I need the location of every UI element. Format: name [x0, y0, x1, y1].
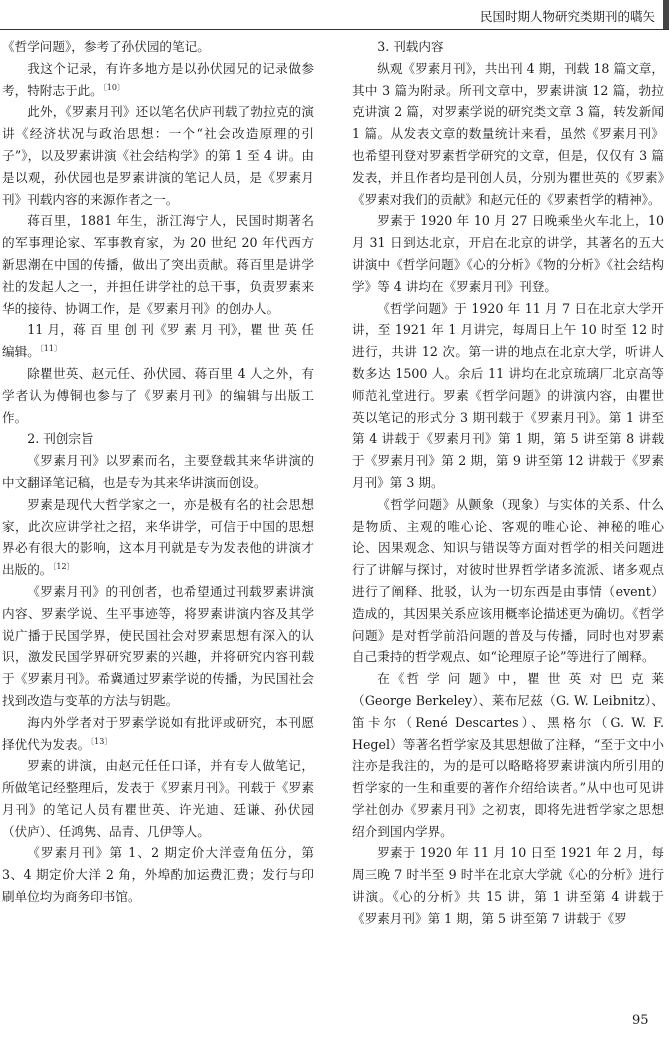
paragraph-text: 蒋百里，1881 年生，浙江海宁人，民国时期著名的军事理论家、军事教育家，为 20 世纪 20 年代西方新思潮在中国的传播，做出了突出贡献。蒋百里是讲学社的发起人之一，并担任讲学社的总干事，负责罗素来华的接待、协调工作，是《罗素月刊》的创办人。: [2, 213, 314, 316]
footnote-marker: 〔13〕: [90, 736, 113, 746]
left-column-paragraph: [2, 36, 314, 58]
paragraph-text: 罗素于 1920 年 11 月 10 日至 1921 年 2 月，每周三晚 7 时半至 9 时半在北京大学就《心的分析》进行讲演。《心的分析》共 15 讲，第 1 讲至第 4 讲载于《罗素月刊》第 1 期，第 5 讲至第 7 讲载于《罗: [352, 845, 664, 926]
left-column: [2, 36, 314, 908]
header-edge-mark: [663, 0, 669, 29]
paragraph-text: 罗素的讲演，由赵元任任口译，并有专人做笔记，所做笔记经整理后，发表于《罗素月刊》。刊载于《罗素月刊》的笔记人员有瞿世英、许光迪、廷谦、孙伏园（伏庐）、任鸿隽、品青、几伊等人。: [2, 758, 314, 839]
paragraph-text: 《罗素月刊》的刊创者，也希望通过刊载罗素讲演内容、罗素学说、生平事迹等，将罗素讲演内容及其学说广播于民国学界，使民国社会对罗素思想有深入的认识，激发民国学界研究罗素的兴趣，并将研究内容刊载于《罗素月刊》。希冀通过罗素学说的传播，为民国社会找到改造与变革的方法与钥匙。: [2, 583, 314, 708]
running-header-title: 民国时期人物研究类期刊的嚆矢: [479, 9, 655, 24]
paragraph-text: 3. 刊载内容: [377, 39, 444, 54]
left-column-paragraph: [2, 101, 314, 210]
left-column-paragraph: [2, 712, 314, 756]
right-column-paragraph: [352, 494, 664, 668]
footnote-marker: 〔10〕: [102, 82, 125, 92]
paragraph-text: 纵观《罗素月刊》，共出刊 4 期，刊载 18 篇文章，其中 3 篇为附录。所刊文章中，罗素讲演 12 篇，勃拉克讲演 2 篇，对罗素学说的研究类文章 3 篇，转发新闻 1 篇。从发表文章的数量统计来看，虽然《罗素月刊》也希望刊登对罗素哲学研究的文章，但是，仅仅有 3 篇发表，并且作者均是刊创人员，分别为瞿世英的《罗素》《罗素对我们的贡献》和赵元任的《罗素哲学的精神》。: [352, 60, 664, 207]
paragraph-text: 罗素于 1920 年 10 月 27 日晚乘坐火车北上，10 月 31 日到达北京，开启在北京的讲学，其著名的五大讲演中《哲学问题》《心的分析》《物的分析》《社会结构学》等 4 讲均在《罗素月刊》刊登。: [352, 213, 664, 294]
right-column-paragraph: [352, 58, 664, 211]
paragraph-text: 《哲学问题》从颤象（现象）与实体的关系、什么是物质、主观的唯心论、客观的唯心论、神秘的唯心论、因果观念、知识与错误等方面对哲学的相关问题进行了讲解与探讨，对彼时世界哲学诸多流派、诸多观点进行了阐释、批驳，认为一切东西是由事情（event）造成的，其因果关系应该用概率论描述更为确切。《哲学问题》是对哲学前沿问题的普及与传播，同时也对罗素自己秉持的哲学观点、如“论理原子论”等进行了阐释。: [352, 496, 664, 665]
left-column-paragraph: [2, 755, 314, 842]
left-column-paragraph: [2, 842, 314, 907]
left-column-paragraph: [2, 58, 314, 102]
right-column-paragraph: [352, 668, 664, 842]
left-column-paragraph: [2, 210, 314, 319]
page-number: 95: [632, 1013, 649, 1028]
paragraph-text: 11 月，蒋 百 里 创 刊《罗 素 月 刊》，瞿 世 英 任 编辑。: [2, 322, 314, 360]
paragraph-text: 《罗素月刊》第 1、2 期定价大洋壹角伍分，第 3、4 期定价大洋 2 角，外埠酌加运费汇费；发行与印刷单位均为商务印书馆。: [2, 845, 314, 905]
left-column-paragraph: [2, 494, 314, 581]
paragraph-text: 海内外学者对于罗素学说如有批评或研究，本刊愿择优代为发表。: [2, 714, 314, 752]
footnote-marker: 〔12〕: [52, 561, 75, 571]
left-column-paragraph: [2, 428, 314, 450]
right-column-paragraph: [352, 842, 664, 929]
right-column-paragraph: [352, 36, 664, 58]
paragraph-text: 除瞿世英、赵元任、孙伏园、蒋百里 4 人之外，有学者认为傅铜也参与了《罗素月刊》的编辑与出版工作。: [2, 365, 314, 425]
left-column-paragraph: [2, 450, 314, 494]
right-column-paragraph: [352, 210, 664, 297]
left-column-paragraph: [2, 319, 314, 363]
right-column-paragraph: [352, 298, 664, 494]
paragraph-text: 《哲学问题》于 1920 年 11 月 7 日在北京大学开讲，至 1921 年 1 月讲完，每周日上午 10 时至 12 时进行，共讲 12 次。第一讲的地点在北京大学，听讲人数多达 1500 人。余后 11 讲均在北京琉璃厂北京高等师范礼堂进行。罗素《哲学问题》的讲演内容，由瞿世英以笔记的形式分 3 期刊载于《罗素月刊》。第 1 讲至第 4 讲载于《罗素月刊》第 1 期，第 5 讲至第 8 讲载于《罗素月刊》第 2 期，第 9 讲至第 12 讲载于《罗素月刊》第 3 期。: [352, 300, 664, 490]
paragraph-text: 《哲学问题》，参考了孙伏园的笔记。: [2, 39, 210, 54]
header-rule: [0, 29, 669, 30]
left-column-paragraph: [2, 581, 314, 712]
footnote-marker: 〔11〕: [39, 343, 62, 353]
paragraph-text: 我这个记录，有许多地方是以孙伏园兄的记录做参考，特附志于此。: [2, 60, 314, 98]
left-column-paragraph: [2, 363, 314, 428]
right-column: [352, 36, 664, 930]
running-header: [0, 0, 669, 30]
paragraph-text: 在《哲 学 问 题》中，瞿 世 英 对 巴 克 莱（George Berkeley）、莱布尼兹（G. W. Leibnitz）、笛卡尔（René Descartes）、黑格尔（G. W. F. Hegel）等著名哲学家及其思想做了注释，“至于文中小注亦是我注的，为的是可以略略将罗素讲演内所引用的哲学家的一生和重要的著作介绍给读者。”从中也可见讲学社创办《罗素月刊》之初衷，即将先进哲学家之思想绍介到国内学界。: [352, 671, 664, 839]
paragraph-text: 此外，《罗素月刊》还以笔名伏庐刊载了勃拉克的演讲《经济状况与政治思想：一个“社会改造原理的引子”》，以及罗素讲演《社会结构学》的第 1 至 4 讲。由是以观，孙伏园也是罗素讲演的笔记人员，是《罗素月刊》刊载内容的来源作者之一。: [2, 104, 314, 207]
paragraph-text: 2. 刊创宗旨: [27, 431, 94, 447]
paragraph-text: 罗素是现代大哲学家之一，亦是极有名的社会思想家，此次应讲学社之招，来华讲学，可信于中国的思想界必有很大的影响，这本月刊就是专为发表他的讲演才出版的。: [2, 496, 314, 578]
paragraph-text: 《罗素月刊》以罗素而名，主要登载其来华讲演的中文翻译笔记稿，也是专为其来华讲演而创设。: [2, 453, 314, 490]
